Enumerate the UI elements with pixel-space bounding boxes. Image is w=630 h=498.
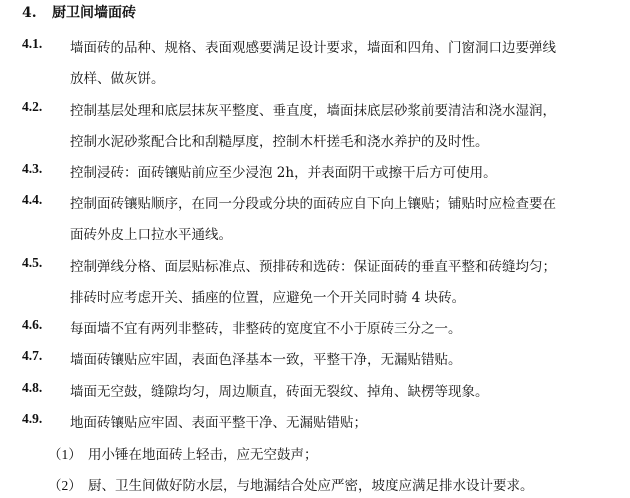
subclause-number: （2） [48,478,82,493]
section-title: 厨卫间墙面砖 [52,5,136,21]
clause-text-line: 控制浸砖：面砖镶贴前应至少浸泡 2h，并表面阴干或擦干后方可使用。 [70,165,497,181]
clause-text-line: 控制面砖镶贴顺序，在同一分段或分块的面砖应自下向上镶贴；铺贴时应检查要在 [70,196,556,212]
clause-number: 4.4. [22,192,43,207]
section-heading [22,2,136,22]
clause-number: 4.9. [22,411,43,426]
clause-number: 4.1. [22,36,43,51]
clause-number: 4.8. [22,380,43,395]
clause-number: 4.5. [22,255,43,270]
clause-text-line: 墙面无空鼓，缝隙均匀，周边顺直，砖面无裂纹、掉角、缺楞等现象。 [70,384,489,400]
clause-number: 4.6. [22,317,43,332]
clause-text-line: 控制基层处理和底层抹灰平整度、垂直度，墙面抹底层砂浆前要清洁和浇水湿润， [70,103,556,119]
clause-text-line: 放样、做灰饼。 [70,71,165,87]
clause-text-line: 排砖时应考虑开关、插座的位置，应避免一个开关同时骑 4 块砖。 [70,290,466,306]
section-number: 4. [22,5,37,21]
clause-text-line: 墙面砖的品种、规格、表面观感要满足设计要求，墙面和四角、门窗洞口边要弹线 [70,40,556,56]
subclause-text: 厨、卫生间做好防水层，与地漏结合处应严密，坡度应满足排水设计要求。 [88,478,534,494]
clause-text-line: 墙面砖镶贴应牢固，表面色泽基本一致，平整干净，无漏贴错贴。 [70,352,462,368]
clause-text-line: 面砖外皮上口拉水平通线。 [70,227,232,243]
clause-text-line: 控制弹线分格、面层贴标准点、预排砖和选砖：保证面砖的垂直平整和砖缝均匀； [70,259,556,275]
clause-text-line: 每面墙不宜有两列非整砖，非整砖的宽度宜不小于原砖三分之一。 [70,321,462,337]
clause-number: 4.3. [22,161,43,176]
clause-number: 4.2. [22,99,43,114]
subclause-text: 用小锤在地面砖上轻击，应无空鼓声； [88,447,318,463]
clause-text-line: 控制水泥砂浆配合比和刮糙厚度，控制木杆搓毛和浇水养护的及时性。 [70,134,489,150]
subclause-number: （1） [48,447,82,462]
clause-text-line: 地面砖镶贴应牢固、表面平整干净、无漏贴错贴； [70,415,367,431]
clause-number: 4.7. [22,348,43,363]
